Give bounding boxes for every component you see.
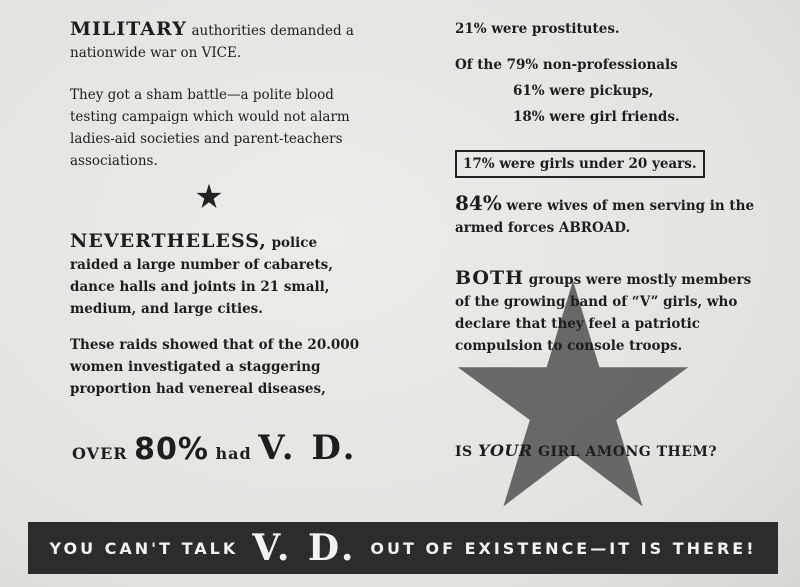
sham-battle-paragraph: They got a sham battle—a polite blood testing campaign which would not alarm ladies-aid societies and parent-teachers associations.	[70, 87, 350, 169]
question-prefix: IS	[455, 444, 473, 460]
nevertheless-text: police raided a large number of cabarets, dance halls and joints in 21 small, medium, and large cities.	[70, 235, 333, 317]
over-80-headline	[72, 428, 358, 468]
banner-vd: V. D.	[252, 527, 357, 569]
wives-text: were wives of men serving in the armed forces ABROAD.	[455, 198, 755, 236]
military-lead: MILITARY	[70, 18, 187, 40]
question-line	[455, 441, 717, 460]
both-lead: BOTH	[455, 267, 525, 289]
under-20-box: 17% were girls under 20 years.	[455, 150, 705, 178]
over-percent: 80%	[134, 432, 209, 467]
over-had: had	[215, 444, 252, 463]
question-rest: GIRL AMONG THEM?	[538, 444, 718, 460]
banner-part1: YOU CAN'T TALK	[49, 538, 239, 558]
left-column	[70, 18, 370, 400]
over-prefix: OVER	[72, 444, 128, 463]
bottom-banner	[28, 522, 778, 574]
both-paragraph	[455, 267, 755, 357]
girl-friends-line: 18% were girl friends.	[513, 109, 680, 125]
prostitutes-line: 21% were prostitutes.	[455, 21, 620, 37]
question-your: YOUR	[478, 441, 533, 460]
under-20-line	[455, 150, 755, 178]
military-text: authorities demanded a nationwide war on VICE.	[70, 23, 354, 61]
nevertheless-paragraph	[70, 230, 370, 320]
military-paragraph	[70, 18, 370, 64]
both-text: groups were mostly members of the growing band of “V” girls, who declare that they feel a patriotic compulsion to console troops.	[455, 272, 752, 354]
pickups-line: 61% were pickups,	[513, 83, 654, 99]
banner-part2: OUT OF EXISTENCE—IT IS THERE!	[370, 538, 757, 558]
over-vd: V. D.	[258, 428, 358, 468]
right-column	[455, 18, 755, 357]
non-professionals-line: Of the 79% non-professionals	[455, 57, 678, 73]
raids-paragraph: These raids showed that of the 20.000 women investigated a staggering proportion had venereal diseases,	[70, 337, 360, 397]
small-star-icon	[196, 183, 222, 209]
wives-percent: 84%	[455, 191, 502, 215]
nevertheless-lead: NEVERTHELESS,	[70, 230, 267, 252]
wives-paragraph	[455, 192, 755, 239]
